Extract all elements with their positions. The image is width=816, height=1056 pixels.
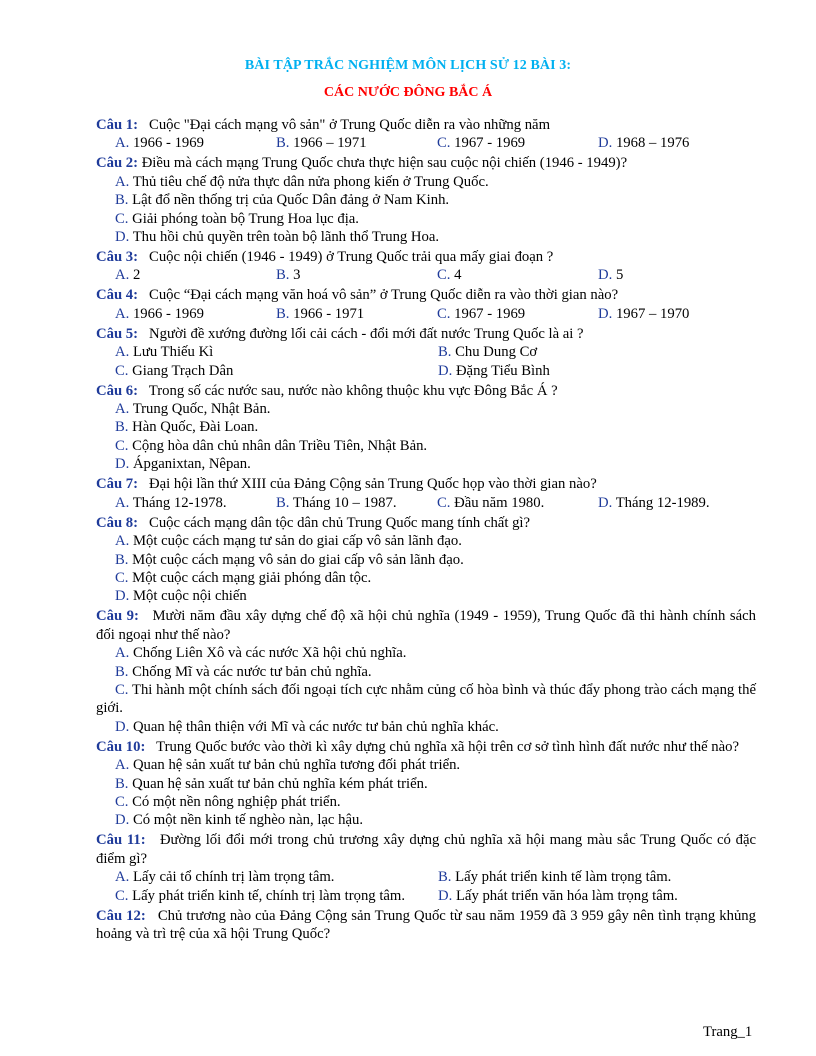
page-number: Trang_1 [703,1024,753,1040]
option-b[interactable]: B. Chu Dung Cơ [438,344,538,361]
question-8 [96,514,756,606]
question-10 [96,738,756,830]
option-a[interactable]: A. Quan hệ sản xuất tư bản chủ nghĩa tương đối phát triển. [115,757,461,774]
option-a[interactable]: A. Lấy cải tổ chính trị làm trọng tâm. [115,869,335,886]
option-a[interactable]: A. Một cuộc cách mạng tư sản do giai cấp vô sản lãnh đạo. [115,533,462,550]
question-text: Cuộc cách mạng dân tộc dân chủ Trung Quốc mang tính chất gì? [149,514,531,531]
question-label: Câu 2: [96,155,139,172]
question-3 [96,248,756,285]
question-12 [96,907,756,944]
option-b[interactable]: B. Lật đổ nền thống trị của Quốc Dân đảng ở Nam Kinh. [115,192,450,209]
question-text: Chủ trương nào của Đảng Cộng sản Trung Quốc từ sau năm 1959 đã 3 959 gây nên tình trạng khủng hoảng và trì trệ của xã hội Trung Quốc? [96,907,756,942]
option-d[interactable]: D. Đặng Tiểu Bình [438,362,550,379]
question-label: Câu 3: [96,249,139,266]
option-c[interactable]: C. Cộng hòa dân chủ nhân dân Triều Tiên, Nhật Bản. [115,437,428,454]
question-6 [96,382,756,474]
option-c[interactable]: C. 1967 - 1969 [437,305,526,322]
option-c[interactable]: C. Lấy phát triển kinh tế, chính trị làm trọng tâm. [115,887,406,904]
question-label: Câu 5: [96,325,139,342]
question-label: Câu 10: [96,738,146,755]
question-label: Câu 11: [96,832,146,849]
option-a[interactable]: A. 1966 - 1969 [115,135,204,152]
option-b[interactable]: B. Chống Mĩ và các nước tư bản chủ nghĩa. [115,663,372,680]
question-text: Cuộc nội chiến (1946 - 1949) ở Trung Quốc trải qua mấy giai đoạn ? [149,249,554,266]
question-label: Câu 7: [96,476,139,493]
option-c[interactable]: C. 4 [437,267,462,284]
option-d[interactable]: D. 1967 – 1970 [598,305,690,322]
option-c[interactable]: C. Giang Trạch Dân [115,362,234,379]
option-c[interactable]: C. Giải phóng toàn bộ Trung Hoa lục địa. [115,210,359,227]
option-b[interactable]: B. Hàn Quốc, Đài Loan. [115,419,259,436]
question-label: Câu 12: [96,907,146,924]
option-c[interactable]: C. Một cuộc cách mạng giải phóng dân tộc. [115,569,372,586]
option-a[interactable]: A. Chống Liên Xô và các nước Xã hội chủ nghĩa. [115,645,407,662]
question-2 [96,154,756,246]
question-7 [96,475,756,512]
question-9 [96,607,756,736]
option-a[interactable]: A. 2 [115,267,141,284]
option-a[interactable]: A. Lưu Thiếu Kì [115,344,214,361]
option-c[interactable]: C. 1967 - 1969 [437,135,526,152]
option-c[interactable]: C. Có một nền nông nghiệp phát triển. [115,793,341,810]
option-a[interactable]: A. Tháng 12-1978. [115,494,227,511]
option-b[interactable]: B. Tháng 10 – 1987. [276,494,397,511]
question-5 [96,325,756,380]
option-b[interactable]: B. Lấy phát triển kinh tế làm trọng tâm. [438,869,672,886]
question-label: Câu 1: [96,117,139,133]
question-text: Điều mà cách mạng Trung Quốc chưa thực hiện sau cuộc nội chiến (1946 - 1949)? [141,155,628,172]
option-d[interactable]: D. Tháng 12-1989. [598,494,710,511]
question-4 [96,286,756,323]
question-text: Mười năm đầu xây dựng chế độ xã hội chủ nghĩa (1949 - 1959), Trung Quốc đã thi hành chính sách đối ngoại như thế nào? [96,608,756,643]
question-text: Đại hội lần thứ XIII của Đảng Cộng sản Trung Quốc họp vào thời gian nào? [149,476,597,493]
option-d[interactable]: D. Lấy phát triển văn hóa làm trọng tâm. [438,887,678,904]
question-text: Cuộc "Đại cách mạng vô sản" ở Trung Quốc diễn ra vào những năm [149,117,550,133]
doc-subtitle: CÁC NƯỚC ĐÔNG BẮC Á [323,85,493,100]
option-d[interactable]: D. 5 [598,267,624,284]
question-text: Đường lối đổi mới trong chủ trương xây dựng chủ nghĩa xã hội mang màu sắc Trung Quốc có đặc điểm gì? [96,832,757,867]
question-text: Trong số các nước sau, nước nào không thuộc khu vực Đông Bắc Á ? [148,382,558,399]
option-b[interactable]: B. Quan hệ sản xuất tư bản chủ nghĩa kém phát triển. [115,775,428,792]
option-b[interactable]: B. 3 [276,267,301,284]
option-d[interactable]: D. Một cuộc nội chiến [115,588,247,605]
question-list [96,116,756,943]
option-a[interactable]: A. Trung Quốc, Nhật Bản. [115,401,271,418]
option-b[interactable]: B. 1966 - 1971 [276,305,365,322]
option-a[interactable]: A. 1966 - 1969 [115,305,204,322]
option-b[interactable]: B. 1966 – 1971 [276,135,367,152]
option-c[interactable]: C. Thi hành một chính sách đối ngoại tích cực nhằm củng cố hòa bình và thúc đẩy phong trào cách mạng thế giới. [96,681,756,717]
option-d[interactable]: D. 1968 – 1976 [598,135,690,152]
option-a[interactable]: A. Thủ tiêu chế độ nửa thực dân nửa phong kiến ở Trung Quốc. [115,173,489,190]
question-1 [96,116,756,153]
option-d[interactable]: D. Có một nền kinh tế nghèo nàn, lạc hậu. [115,812,364,829]
question-label: Câu 8: [96,514,139,531]
option-b[interactable]: B. Một cuộc cách mạng vô sản do giai cấp vô sản lãnh đạo. [115,551,464,568]
option-d[interactable]: D. Quan hệ thân thiện với Mĩ và các nước tư bản chủ nghĩa khác. [115,718,499,735]
question-11 [96,831,756,905]
doc-title: BÀI TẬP TRẮC NGHIỆM MÔN LỊCH SỬ 12 BÀI 3: [244,58,572,73]
question-label: Câu 6: [96,382,139,399]
option-d[interactable]: D. Ápganixtan, Nêpan. [115,456,251,473]
question-text: Cuộc “Đại cách mạng văn hoá vô sản” ở Trung Quốc diễn ra vào thời gian nào? [149,287,619,304]
question-label: Câu 4: [96,287,139,304]
option-d[interactable]: D. Thu hồi chủ quyền trên toàn bộ lãnh thổ Trung Hoa. [115,229,440,246]
option-c[interactable]: C. Đầu năm 1980. [437,494,545,511]
question-text: Trung Quốc bước vào thời kì xây dựng chủ nghĩa xã hội trên cơ sở tình hình đất nước như thế nào? [156,738,740,755]
question-text: Người đề xướng đường lối cải cách - đổi mới đất nước Trung Quốc là ai ? [149,325,584,342]
question-label: Câu 9: [96,608,139,625]
